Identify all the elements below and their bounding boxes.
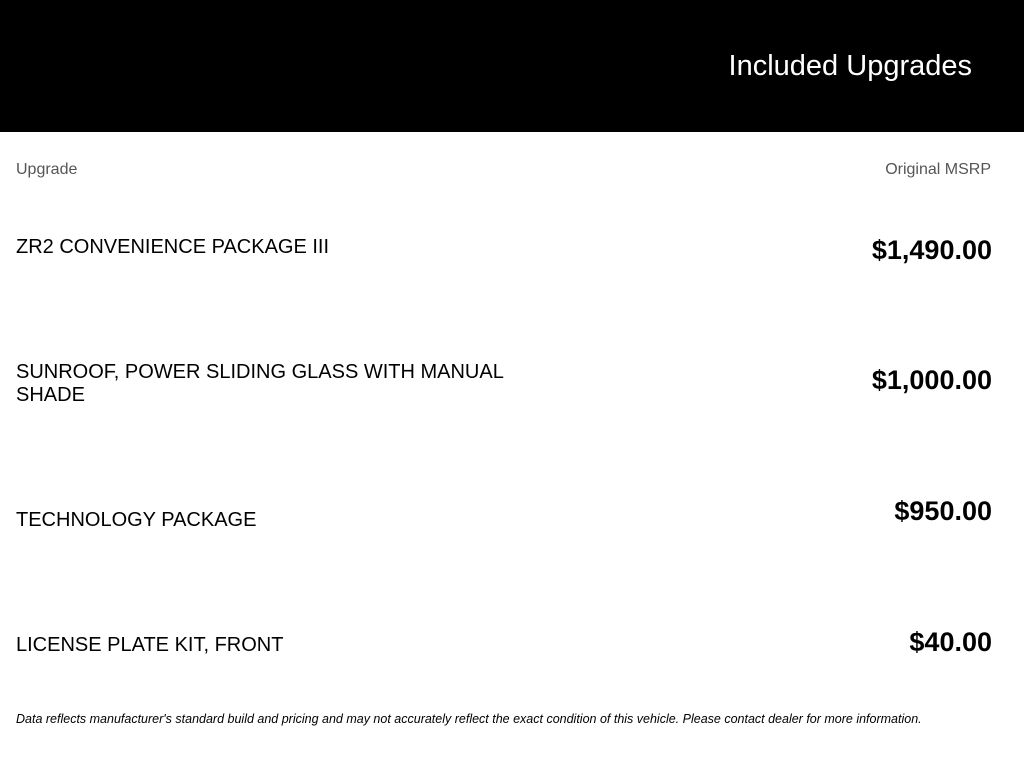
upgrade-price: $1,000.00 [871,365,992,395]
page-title: Included Upgrades [728,50,972,82]
upgrade-name: SUNROOF, POWER SLIDING GLASS WITH MANUAL SHADE [16,361,504,406]
upgrade-price: $950.00 [894,496,992,526]
upgrade-price: $1,490.00 [871,235,992,265]
upgrade-price: $40.00 [909,627,992,657]
upgrade-name: LICENSE PLATE KIT, FRONT [16,634,284,656]
upgrade-name: TECHNOLOGY PACKAGE [16,509,257,531]
column-header-msrp: Original MSRP [885,161,991,178]
upgrade-name: ZR2 CONVENIENCE PACKAGE III [16,236,330,258]
disclaimer-footnote: Data reflects manufacturer's standard build and pricing and may not accurately reflect the exact condition of this vehicle. Please contact dealer for more information. [16,712,922,726]
header-bar [0,0,1024,132]
column-header-upgrade: Upgrade [16,161,78,178]
